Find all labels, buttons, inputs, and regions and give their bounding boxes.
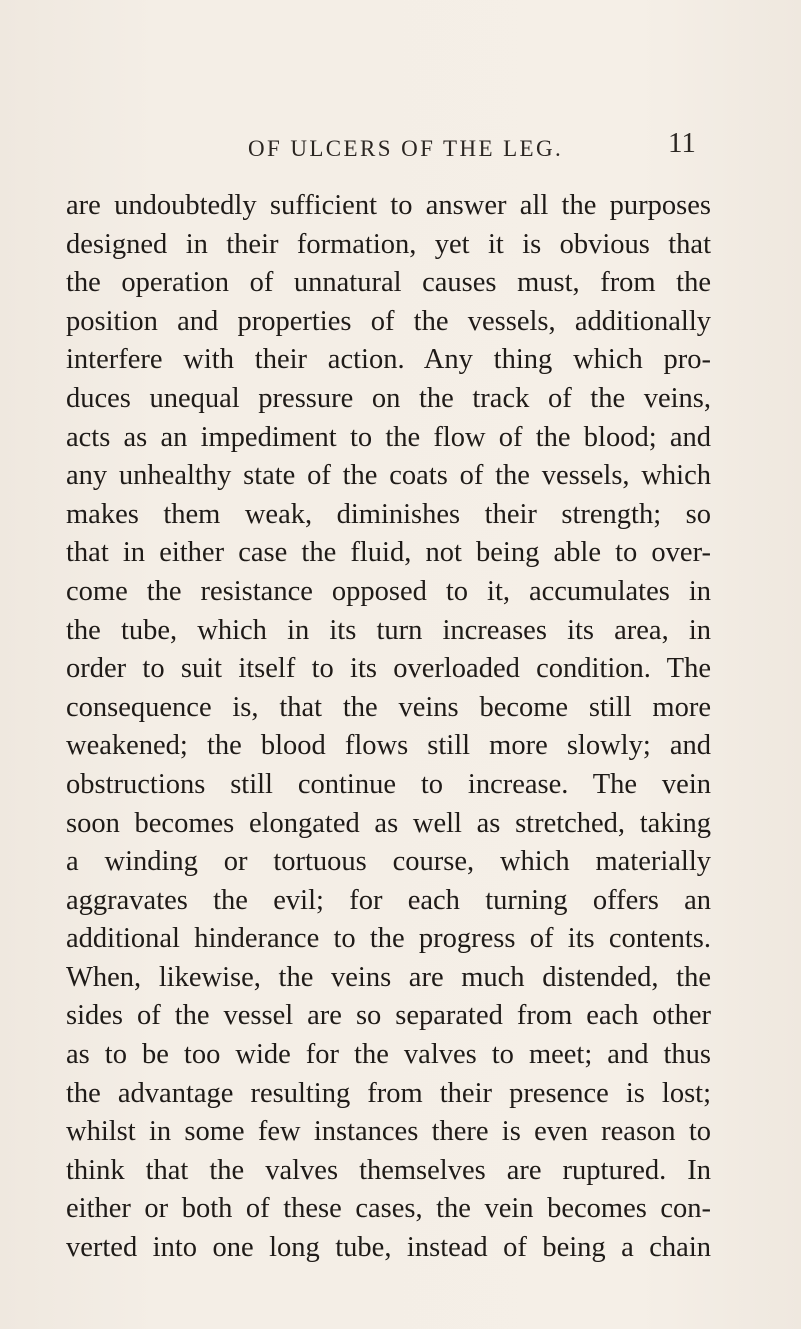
text-line: the advantage resulting from their presence is lost; [66,1077,711,1109]
text-line: consequence is, that the veins become still more [66,691,711,723]
text-line: whilst in some few instances there is even reason to [66,1116,711,1148]
text-line: obstructions still continue to increase. The vein [66,768,711,800]
text-line: the operation of unnatural causes must, from the [66,267,711,299]
text-line: that in either case the fluid, not being able to over- [66,537,711,569]
text-line: a winding or tortuous course, which materially [66,846,711,878]
text-line: duces unequal pressure on the track of the veins, [66,382,711,414]
body-text [66,187,711,1268]
text-line: come the resistance opposed to it, accumulates in [66,575,711,607]
text-line: sides of the vessel are so separated from each other [66,1000,711,1032]
text-line: weakened; the blood flows still more slowly; and [66,730,711,762]
text-line: are undoubtedly sufficient to answer all the purposes [66,190,711,221]
text-line: designed in their formation, yet it is obvious that [66,228,711,260]
text-line: either or both of these cases, the vein becomes con- [66,1193,711,1225]
text-line: additional hinderance to the progress of its contents. [66,923,711,955]
text-line: think that the valves themselves are ruptured. In [66,1154,711,1186]
text-line: order to suit itself to its overloaded condition. The [66,653,711,685]
text-line: makes them weak, diminishes their strength; so [66,498,711,530]
running-head [0,127,801,176]
text-line: When, likewise, the veins are much distended, the [66,961,711,993]
running-head-title: OF ULCERS OF THE LEG. [248,136,564,161]
text-line: aggravates the evil; for each turning offers an [66,884,711,916]
text-line: the tube, which in its turn increases its area, in [66,614,711,646]
text-line: verted into one long tube, instead of being a chain [66,1232,711,1264]
text-line: interfere with their action. Any thing which pro- [66,344,711,376]
text-line: any unhealthy state of the coats of the vessels, which [66,460,711,492]
text-line: as to be too wide for the valves to meet; and thus [66,1039,711,1071]
text-line: position and properties of the vessels, additionally [66,305,711,337]
text-line: soon becomes elongated as well as stretched, taking [66,807,711,839]
page-number: 11 [668,127,696,159]
text-line: acts as an impediment to the flow of the blood; and [66,421,711,453]
